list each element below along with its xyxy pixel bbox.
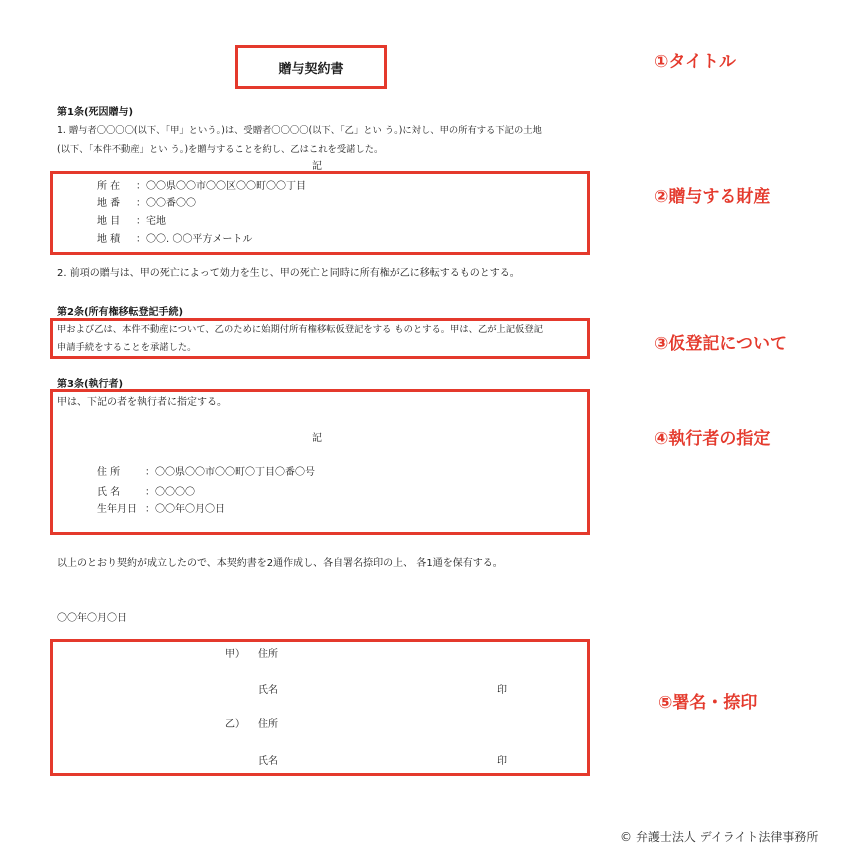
property-highlight-box	[50, 171, 590, 255]
party-b-address-label: 住所	[258, 719, 278, 730]
article2-line1: 甲および乙は、本件不動産について、乙のために始期付所有権移転仮登記をする ものとする。甲は、乙が上記仮登記	[57, 324, 544, 335]
article1-heading: 第1条(死因贈与)	[57, 107, 134, 118]
callout-title: ①タイトル	[654, 52, 737, 72]
party-a-label: 甲）	[225, 649, 245, 660]
executor-dob-value: ：〇〇年〇月〇日	[145, 504, 225, 515]
party-b-name-label: 氏名	[258, 756, 278, 767]
article1-para1-line2: (以下、「本件不動産」とい う。)を贈与することを約し、乙はこれを受諾した。	[57, 144, 384, 155]
article2-heading: 第2条(所有権移転登記手続)	[57, 307, 184, 318]
party-b-seal: 印	[497, 756, 507, 767]
property-lot-label: 地 番	[97, 198, 121, 209]
contract-date: 〇〇年〇月〇日	[57, 613, 127, 624]
party-a-name-label: 氏名	[258, 685, 278, 696]
property-location-value: ：〇〇県〇〇市〇〇区〇〇町〇〇丁目	[136, 181, 306, 192]
party-b-label: 乙）	[225, 719, 245, 730]
document-title: 贈与契約書	[278, 62, 344, 77]
article1-para1-line1: 1. 贈与者〇〇〇〇(以下、「甲」という。)は、受贈者〇〇〇〇(以下、「乙」とい う。)に対し、甲の所有する下記の土地	[57, 125, 542, 136]
property-category-value: ：宅地	[136, 216, 166, 227]
executor-dob-label: 生年月日	[97, 504, 137, 515]
property-location-label: 所 在	[97, 181, 121, 192]
closing-statement: 以上のとおり契約が成立したので、本契約書を2通作成し、各自署名捺印の上、 各1通を保有する。	[57, 558, 503, 569]
article1-para2: 2. 前項の贈与は、甲の死亡によって効力を生じ、甲の死亡と同時に所有権が乙に移転するものとする。	[57, 268, 520, 279]
article1-ki: 記	[312, 161, 322, 172]
signature-highlight-box	[50, 639, 590, 776]
executor-address-label: 住 所	[97, 467, 121, 478]
executor-address-value: ：〇〇県〇〇市〇〇町〇丁目〇番〇号	[145, 467, 315, 478]
article2-line2: 申請手続をすることを承諾した。	[57, 342, 197, 353]
article3-heading: 第3条(執行者)	[57, 379, 124, 390]
callout-provisional-registration: ③仮登記について	[654, 334, 788, 354]
callout-executor: ④執行者の指定	[654, 429, 771, 449]
copyright-notice: © 弁護士法人 デイライト法律事務所	[620, 830, 819, 844]
executor-name-value: ：〇〇〇〇	[145, 487, 195, 498]
property-lot-value: ：〇〇番〇〇	[136, 198, 196, 209]
property-area-value: ：〇〇. 〇〇平方メートル	[136, 234, 253, 245]
property-area-label: 地 積	[97, 234, 121, 245]
article3-line1: 甲は、下記の者を執行者に指定する。	[57, 397, 227, 408]
article3-ki: 記	[312, 433, 322, 444]
callout-property: ②贈与する財産	[654, 187, 771, 207]
property-category-label: 地 目	[97, 216, 121, 227]
executor-name-label: 氏 名	[97, 487, 121, 498]
party-a-address-label: 住所	[258, 649, 278, 660]
party-a-seal: 印	[497, 685, 507, 696]
callout-signature: ⑤署名・捺印	[658, 693, 758, 713]
